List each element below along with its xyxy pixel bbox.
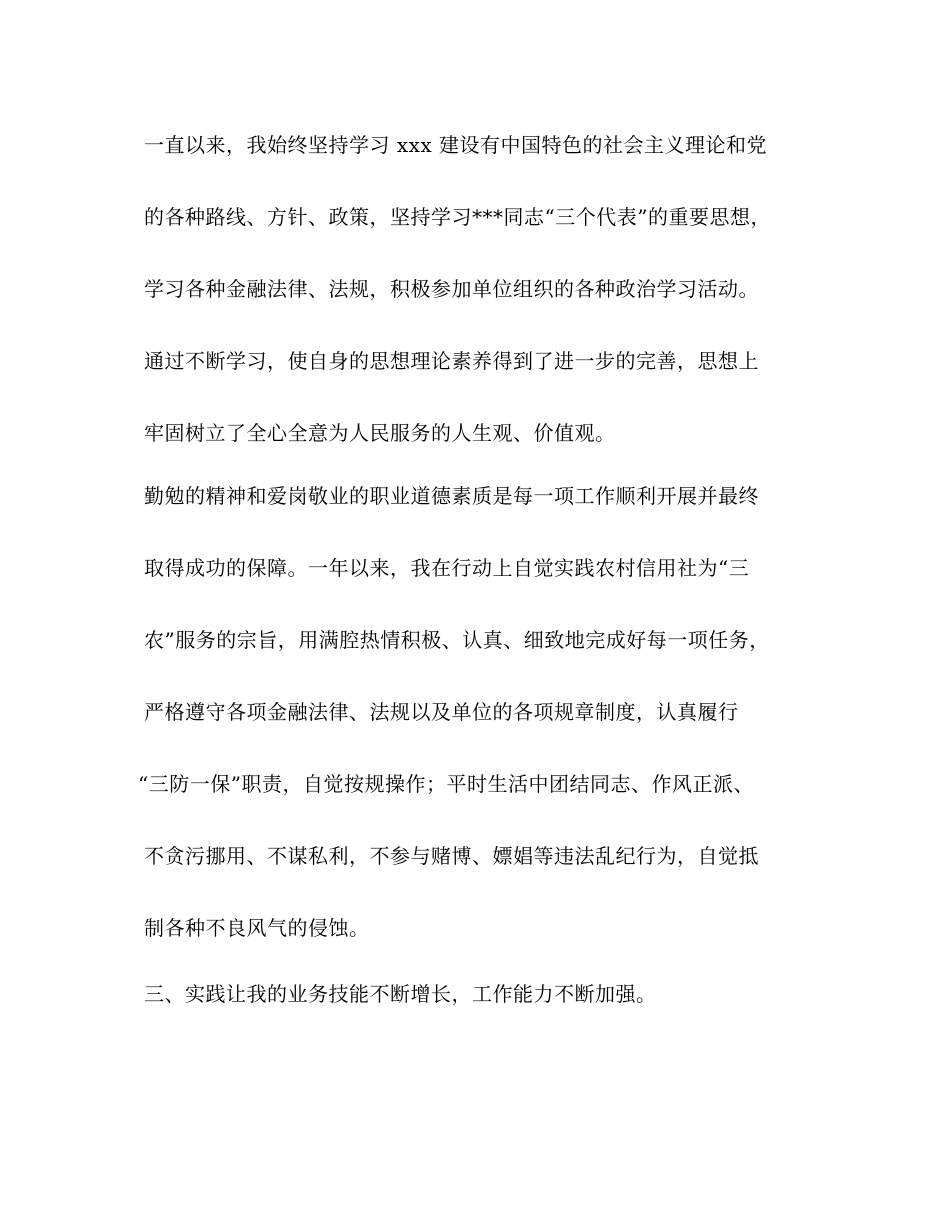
text-line: “三防一保”职责，自觉按规操作；平时生活中团结同志、作风正派、 [138, 772, 754, 796]
text-line: 制各种不良风气的侵蚀。 [144, 916, 370, 940]
text-line: 勤勉的精神和爱岗敬业的职业道德素质是每一项工作顺利开展并最终 [144, 484, 759, 508]
text-line: 学习各种金融法律、法规，积极参加单位组织的各种政治学习活动。 [144, 277, 759, 301]
text-line: 严格遵守各项金融法律、法规以及单位的各项规章制度，认真履行 [144, 700, 739, 724]
section-heading: 三、实践让我的业务技能不断增长，工作能力不断加强。 [144, 982, 657, 1006]
text-line: 农”服务的宗旨，用满腔热情积极、认真、细致地完成好每一项任务， [144, 628, 770, 652]
text-line: 一直以来，我始终坚持学习 xxx 建设有中国特色的社会主义理论和党 [144, 133, 768, 157]
text-line: 取得成功的保障。一年以来，我在行动上自觉实践农村信用社为“三 [144, 556, 750, 580]
text-line: 的各种路线、方针、政策，坚持学习***同志“三个代表”的重要思想， [144, 205, 771, 229]
text-line: 不贪污挪用、不谋私利，不参与赌博、嫖娼等违法乱纪行为，自觉抵 [144, 844, 759, 868]
text-line: 通过不断学习，使自身的思想理论素养得到了进一步的完善，思想上 [144, 349, 759, 373]
text-line: 牢固树立了全心全意为人民服务的人生观、价值观。 [144, 421, 616, 445]
